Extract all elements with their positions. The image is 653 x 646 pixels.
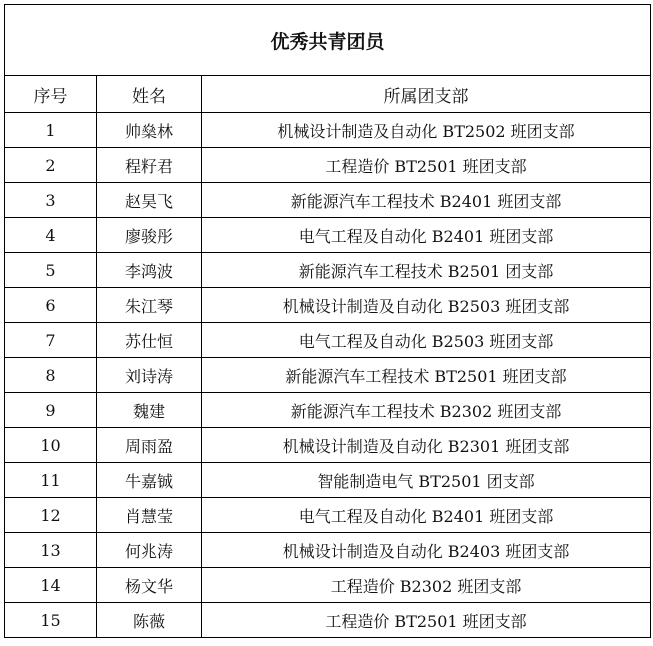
table-row (5, 218, 651, 253)
title-row (5, 5, 651, 76)
table-row (5, 358, 651, 393)
header-index: 序号 (5, 76, 97, 113)
cell-name: 牛嘉铖 (97, 463, 202, 498)
cell-index: 12 (5, 498, 97, 533)
cell-index: 7 (5, 323, 97, 358)
table-row (5, 148, 651, 183)
cell-branch: 机械设计制造及自动化 B2503 班团支部 (202, 288, 651, 323)
table-row (5, 113, 651, 148)
cell-name: 刘诗涛 (97, 358, 202, 393)
cell-branch: 电气工程及自动化 B2503 班团支部 (202, 323, 651, 358)
cell-branch: 电气工程及自动化 B2401 班团支部 (202, 498, 651, 533)
header-row (5, 76, 651, 113)
table-row (5, 498, 651, 533)
cell-branch: 工程造价 BT2501 班团支部 (202, 148, 651, 183)
cell-branch: 机械设计制造及自动化 B2403 班团支部 (202, 533, 651, 568)
table-row (5, 323, 651, 358)
table-row (5, 428, 651, 463)
cell-name: 陈薇 (97, 603, 202, 638)
cell-branch: 工程造价 B2302 班团支部 (202, 568, 651, 603)
cell-name: 廖骏彤 (97, 218, 202, 253)
cell-index: 13 (5, 533, 97, 568)
cell-name: 何兆涛 (97, 533, 202, 568)
cell-name: 周雨盈 (97, 428, 202, 463)
cell-name: 程籽君 (97, 148, 202, 183)
table-row (5, 183, 651, 218)
table-row (5, 533, 651, 568)
table-title: 优秀共青团员 (5, 5, 651, 76)
cell-name: 杨文华 (97, 568, 202, 603)
honor-roll-sheet (4, 4, 650, 638)
cell-index: 15 (5, 603, 97, 638)
cell-index: 2 (5, 148, 97, 183)
cell-name: 赵昊飞 (97, 183, 202, 218)
cell-branch: 新能源汽车工程技术 B2501 团支部 (202, 253, 651, 288)
table-row (5, 393, 651, 428)
cell-index: 8 (5, 358, 97, 393)
cell-name: 李鸿波 (97, 253, 202, 288)
cell-branch: 新能源汽车工程技术 B2401 班团支部 (202, 183, 651, 218)
cell-branch: 智能制造电气 BT2501 团支部 (202, 463, 651, 498)
cell-name: 朱江琴 (97, 288, 202, 323)
cell-name: 魏建 (97, 393, 202, 428)
cell-name: 苏仕恒 (97, 323, 202, 358)
cell-index: 9 (5, 393, 97, 428)
cell-index: 5 (5, 253, 97, 288)
table-row (5, 288, 651, 323)
table-row (5, 603, 651, 638)
cell-branch: 新能源汽车工程技术 B2302 班团支部 (202, 393, 651, 428)
header-name: 姓名 (97, 76, 202, 113)
cell-branch: 新能源汽车工程技术 BT2501 班团支部 (202, 358, 651, 393)
cell-branch: 电气工程及自动化 B2401 班团支部 (202, 218, 651, 253)
cell-branch: 机械设计制造及自动化 B2301 班团支部 (202, 428, 651, 463)
cell-branch: 机械设计制造及自动化 BT2502 班团支部 (202, 113, 651, 148)
cell-branch: 工程造价 BT2501 班团支部 (202, 603, 651, 638)
cell-index: 14 (5, 568, 97, 603)
cell-name: 帅燊林 (97, 113, 202, 148)
header-branch: 所属团支部 (202, 76, 651, 113)
cell-index: 11 (5, 463, 97, 498)
table-row (5, 253, 651, 288)
cell-index: 10 (5, 428, 97, 463)
table-row (5, 568, 651, 603)
table-row (5, 463, 651, 498)
cell-index: 1 (5, 113, 97, 148)
cell-index: 6 (5, 288, 97, 323)
cell-index: 3 (5, 183, 97, 218)
member-table (4, 4, 651, 638)
cell-index: 4 (5, 218, 97, 253)
cell-name: 肖慧莹 (97, 498, 202, 533)
